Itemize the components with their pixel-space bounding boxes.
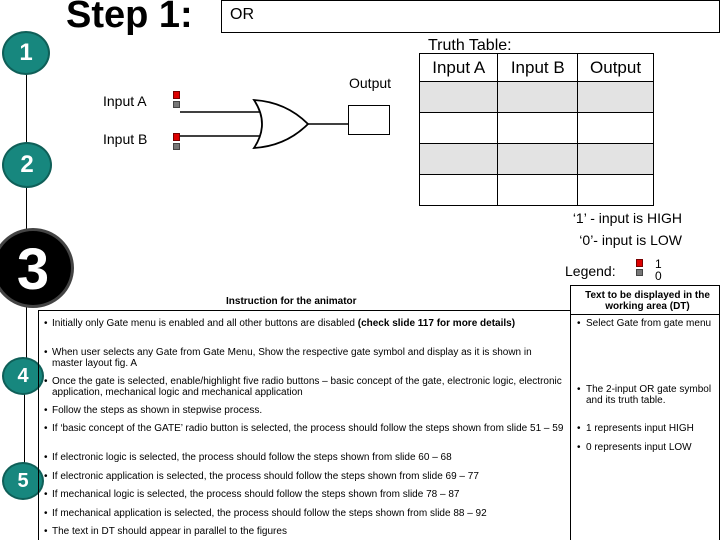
definition-low: ‘0’- input is LOW — [579, 232, 682, 248]
instruction-item: • When user selects any Gate from Gate Menu, Show the respective gate symbol and display as it is shown in master layout fig. A — [44, 347, 532, 369]
switch-high-indicator — [636, 259, 643, 267]
instruction-item: • If ‘basic concept of the GATE’ radio button is selected, the process should follow the steps shown from slide 51 – 59 — [44, 423, 564, 434]
instruction-item: • Once the gate is selected, enable/highlight five radio buttons – basic concept of the gate, electronic logic, electronic application, mechanical logic and mechanical application — [44, 376, 562, 398]
timeline-line — [26, 72, 27, 144]
definition-high: ‘1’ - input is HIGH — [572, 210, 682, 226]
table-row — [420, 144, 654, 175]
step-title: Step 1: — [66, 0, 193, 36]
section-border — [570, 285, 571, 540]
step-marker-2: 2 — [2, 142, 52, 188]
dt-item: • 0 represents input LOW — [577, 442, 692, 453]
section-divider — [570, 314, 720, 315]
table-cell — [578, 175, 654, 206]
step-marker-4: 4 — [2, 357, 44, 395]
table-row — [420, 82, 654, 113]
table-cell — [498, 82, 578, 113]
dt-item: • Select Gate from gate menu — [577, 318, 712, 329]
output-label: Output — [349, 75, 392, 91]
table-cell — [420, 175, 498, 206]
table-cell — [498, 144, 578, 175]
dt-heading: Text to be displayed in the working area (DT) — [585, 290, 710, 312]
truth-table — [419, 53, 654, 206]
input-b-label: Input B — [103, 131, 148, 147]
step-marker-3: 3 — [0, 228, 74, 308]
input-a-label: Input A — [103, 93, 147, 109]
table-cell — [498, 113, 578, 144]
table-cell — [420, 82, 498, 113]
instruction-item: • The text in DT should appear in parallel to the figures — [44, 526, 287, 537]
truth-table-header: Input A — [420, 54, 498, 82]
switch-low-indicator — [636, 269, 643, 276]
timeline-line — [24, 393, 25, 463]
truth-table-header: Output — [578, 54, 654, 82]
truth-table-header: Input B — [498, 54, 578, 82]
step-marker-1: 1 — [2, 31, 50, 75]
legend-switch-icon — [636, 259, 643, 276]
truth-table-title: Truth Table: — [428, 37, 512, 54]
or-gate-icon — [178, 90, 358, 160]
instructions-heading: Instruction for the animator — [226, 296, 357, 307]
instruction-item: • If electronic application is selected, the process should follow the steps shown from slide 69 – 77 — [44, 471, 479, 482]
table-row — [420, 175, 654, 206]
instruction-item: • If mechanical application is selected, the process should follow the steps shown from slide 88 – 92 — [44, 508, 487, 519]
section-border — [38, 310, 39, 540]
table-cell — [420, 144, 498, 175]
instruction-item: • If mechanical logic is selected, the process should follow the steps shown from slide 78 – 87 — [44, 489, 460, 500]
dt-item: • The 2-input OR gate symbol and its truth table. — [577, 384, 712, 406]
timeline-line — [26, 306, 27, 358]
table-cell — [578, 82, 654, 113]
section-divider — [38, 310, 570, 311]
legend-zero: 0 — [655, 269, 662, 283]
table-cell — [578, 113, 654, 144]
output-indicator — [348, 105, 390, 135]
timeline-line — [26, 186, 27, 230]
step-marker-5: 5 — [2, 462, 44, 500]
instruction-item: • Initially only Gate menu is enabled and all other buttons are disabled (check slide 117 for more details) — [44, 318, 516, 329]
table-cell — [420, 113, 498, 144]
gate-name: OR — [230, 6, 254, 23]
section-divider — [570, 285, 720, 286]
table-cell — [498, 175, 578, 206]
legend-label: Legend: — [565, 263, 616, 279]
gate-name-box — [221, 0, 720, 33]
legend-one: 1 — [655, 257, 662, 271]
table-cell — [578, 144, 654, 175]
table-row — [420, 113, 654, 144]
dt-item: • 1 represents input HIGH — [577, 423, 694, 434]
instruction-item: • Follow the steps as shown in stepwise process. — [44, 405, 263, 416]
instruction-item: • If electronic logic is selected, the process should follow the steps shown from slide 60 – 68 — [44, 452, 452, 463]
